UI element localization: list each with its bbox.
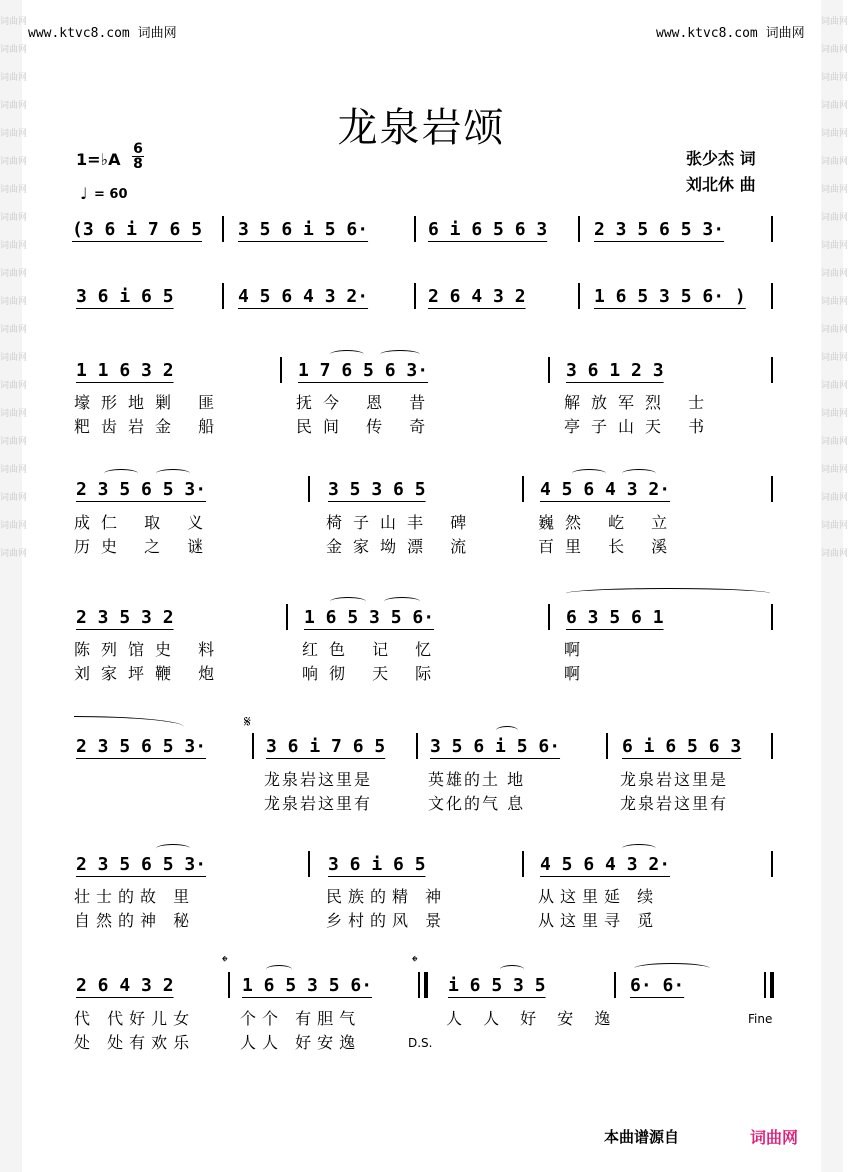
slur <box>156 469 190 478</box>
slur <box>500 965 524 974</box>
segno-icon: 𝄋 <box>244 712 251 731</box>
tie-continuation <box>74 716 184 727</box>
lyrics2-r5-m1: 龙泉岩这里有 <box>264 794 373 813</box>
lyrics1-r4-m1: 红色 记 忆 <box>302 640 443 659</box>
barline <box>771 283 773 309</box>
notes-r1-m3: 1 6 5 3 5 6· ) <box>594 286 746 307</box>
coda-icon-2: 𝄌 <box>412 952 418 971</box>
barline <box>252 733 254 759</box>
lyrics1-r4-m2: 啊 <box>564 640 592 659</box>
slur <box>496 726 518 735</box>
notes-r2-m0: 1 1 6 3 2 <box>76 360 174 381</box>
barline <box>280 357 282 383</box>
notes-r3-m1: 3 5 3 6 5 <box>328 479 426 500</box>
slur <box>266 965 292 974</box>
notes-r4-m2: 6 3 5 6 1 <box>566 607 664 628</box>
coda-icon: 𝄌 <box>222 952 228 971</box>
lyrics2-r3-m0: 历史 之 谜 <box>74 537 215 556</box>
barline <box>222 283 224 309</box>
lyrics2-r3-m2: 百里 长 溪 <box>538 537 679 556</box>
lyrics2-r4-m1: 响彻 天 际 <box>302 664 443 683</box>
barline <box>771 216 773 242</box>
slur <box>634 963 710 974</box>
barline <box>606 733 608 759</box>
notes-r0-m3: 2 3 5 6 5 3· <box>594 219 725 240</box>
barline <box>771 604 773 630</box>
lyrics1-r6-m0: 壮士的故 里 <box>74 887 196 906</box>
lyrics1-r6-m1: 民族的精 神 <box>326 887 448 906</box>
lyrics1-r3-m2: 巍然 屹 立 <box>538 513 679 532</box>
barline <box>548 357 550 383</box>
slur <box>380 350 420 359</box>
notes-r1-m2: 2 6 4 3 2 <box>428 286 526 307</box>
notes-r2-m1: 1 7 6 5 6 3· <box>298 360 429 381</box>
lyrics1-r4-m0: 陈列馆史 料 <box>74 640 226 659</box>
lyricist-credit: 张少杰 词 <box>686 149 756 168</box>
notes-r7-m3: 6· 6· <box>630 975 685 996</box>
lyrics2-r5-m2: 文化的气 息 <box>428 794 526 813</box>
final-barline <box>764 972 766 998</box>
barline <box>522 476 524 502</box>
barline <box>771 476 773 502</box>
notes-r6-m1: 3 6 i 6 5 <box>328 854 426 875</box>
lyrics2-r7-m0: 处 处有欢乐 <box>74 1033 196 1052</box>
fine-mark: Fine <box>748 1012 773 1026</box>
slur <box>622 469 656 478</box>
lyrics2-r4-m2: 啊 <box>564 664 592 683</box>
lyrics2-r5-m3: 龙泉岩这里有 <box>620 794 729 813</box>
lyrics1-r3-m0: 成仁 取 义 <box>74 513 215 532</box>
slur <box>572 469 606 478</box>
lyrics2-r6-m0: 自然的神 秘 <box>74 911 196 930</box>
notes-r2-m2: 3 6 1 2 3 <box>566 360 664 381</box>
lyrics1-r5-m1: 龙泉岩这里是 <box>264 770 373 789</box>
barline <box>548 604 550 630</box>
watermark-strip-left: 词曲网 词曲网 词曲网 词曲网 词曲网 词曲网 词曲网 词曲网 词曲网 词曲网 词曲网 词曲网 词曲网 词曲网 词曲网 词曲网 词曲网 词曲网 词曲网 词曲网 <box>0 0 22 1172</box>
barline <box>308 476 310 502</box>
notes-r5-m0: 2 3 5 6 5 3· <box>76 736 207 757</box>
notes-r7-m1: 1 6 5 3 5 6· <box>242 975 373 996</box>
notes-r6-m2: 4 5 6 4 3 2· <box>540 854 671 875</box>
lyrics1-r5-m3: 龙泉岩这里是 <box>620 770 729 789</box>
repeat-barline <box>418 972 420 998</box>
notes-r0-m0: (3 6 i 7 6 5 <box>72 219 203 240</box>
lyrics1-r5-m2: 英雄的土 地 <box>428 770 526 789</box>
tie-long <box>566 588 770 599</box>
lyrics1-r7-m1: 个个 有胆气 <box>240 1009 362 1028</box>
lyrics2-r3-m1: 金家坳漂 流 <box>326 537 478 556</box>
lyrics2-r6-m1: 乡村的风 景 <box>326 911 448 930</box>
slur <box>384 597 420 606</box>
key-signature: 1=♭A <box>76 150 121 169</box>
lyrics1-r7-m2: 人 人 好 安 逸 <box>446 1009 619 1028</box>
lyrics2-r6-m2: 从这里寻 觅 <box>538 911 660 930</box>
watermark-strip-right: 词曲网 词曲网 词曲网 词曲网 词曲网 词曲网 词曲网 词曲网 词曲网 词曲网 词曲网 词曲网 词曲网 词曲网 词曲网 词曲网 词曲网 词曲网 词曲网 词曲网 <box>821 0 843 1172</box>
lyrics2-r2-m1: 民间 传 奇 <box>296 417 437 436</box>
notes-r7-m2: i 6 5 3 5 <box>448 975 546 996</box>
lyrics2-r2-m2: 亭子山天 书 <box>564 417 716 436</box>
slur <box>156 844 190 853</box>
footer-source-label: 本曲谱源自 <box>604 1128 680 1146</box>
barline <box>286 604 288 630</box>
lyrics1-r2-m0: 壕形地剿 匪 <box>74 393 226 412</box>
slur <box>330 597 366 606</box>
notes-r3-m2: 4 5 6 4 3 2· <box>540 479 671 500</box>
lyrics1-r6-m2: 从这里延 续 <box>538 887 660 906</box>
final-barline-thick <box>770 972 774 998</box>
lyrics1-r2-m1: 抚今 恩 昔 <box>296 393 437 412</box>
notes-r7-m0: 2 6 4 3 2 <box>76 975 174 996</box>
time-signature <box>132 142 144 171</box>
barline <box>416 733 418 759</box>
barline <box>578 283 580 309</box>
notes-r5-m2: 3 5 6 i 5 6· <box>430 736 561 757</box>
lyrics2-r2-m0: 粑齿岩金 船 <box>74 417 226 436</box>
barline <box>771 733 773 759</box>
barline <box>771 357 773 383</box>
barline <box>522 851 524 877</box>
composer-credit: 刘北休 曲 <box>686 175 756 194</box>
lyrics1-r7-m0: 代 代好儿女 <box>74 1009 196 1028</box>
notes-r1-m1: 4 5 6 4 3 2· <box>238 286 369 307</box>
time-signature-bottom: 8 <box>133 156 143 172</box>
barline <box>414 283 416 309</box>
lyrics2-r7-m1: 人人 好安逸 <box>240 1033 362 1052</box>
notes-r5-m1: 3 6 i 7 6 5 <box>266 736 386 757</box>
notes-r4-m1: 1 6 5 3 5 6· <box>304 607 435 628</box>
barline <box>578 216 580 242</box>
notes-r4-m0: 2 3 5 3 2 <box>76 607 174 628</box>
barline <box>614 972 616 998</box>
lyrics2-r4-m0: 刘家坪鞭 炮 <box>74 664 226 683</box>
time-signature-top: 6 <box>133 141 143 157</box>
tempo-value: = 60 <box>94 187 128 202</box>
lyrics1-r3-m1: 椅子山丰 碑 <box>326 513 478 532</box>
song-title: 龙泉岩颂 <box>337 105 506 151</box>
footer-brand-link[interactable]: 词曲网 <box>750 1128 799 1147</box>
barline <box>414 216 416 242</box>
lyrics1-r2-m2: 解放军烈 士 <box>564 393 716 412</box>
repeat-barline-thick <box>424 972 428 998</box>
notes-r0-m1: 3 5 6 i 5 6· <box>238 219 369 240</box>
notes-r1-m0: 3 6 i 6 5 <box>76 286 174 307</box>
slur <box>622 844 656 853</box>
notes-r0-m2: 6 i 6 5 6 3 <box>428 219 548 240</box>
notes-r5-m3: 6 i 6 5 6 3 <box>622 736 742 757</box>
barline <box>771 851 773 877</box>
notes-r3-m0: 2 3 5 6 5 3· <box>76 479 207 500</box>
slur <box>104 469 138 478</box>
tempo-note-icon: ♩ <box>80 184 88 203</box>
barline <box>228 972 230 998</box>
barline <box>308 851 310 877</box>
notes-r6-m0: 2 3 5 6 5 3· <box>76 854 207 875</box>
ds-mark: D.S. <box>408 1036 433 1050</box>
slur <box>330 350 364 359</box>
site-url-left[interactable]: www.ktvc8.com 词曲网 <box>28 26 177 41</box>
site-url-right[interactable]: www.ktvc8.com 词曲网 <box>656 26 805 41</box>
barline <box>222 216 224 242</box>
